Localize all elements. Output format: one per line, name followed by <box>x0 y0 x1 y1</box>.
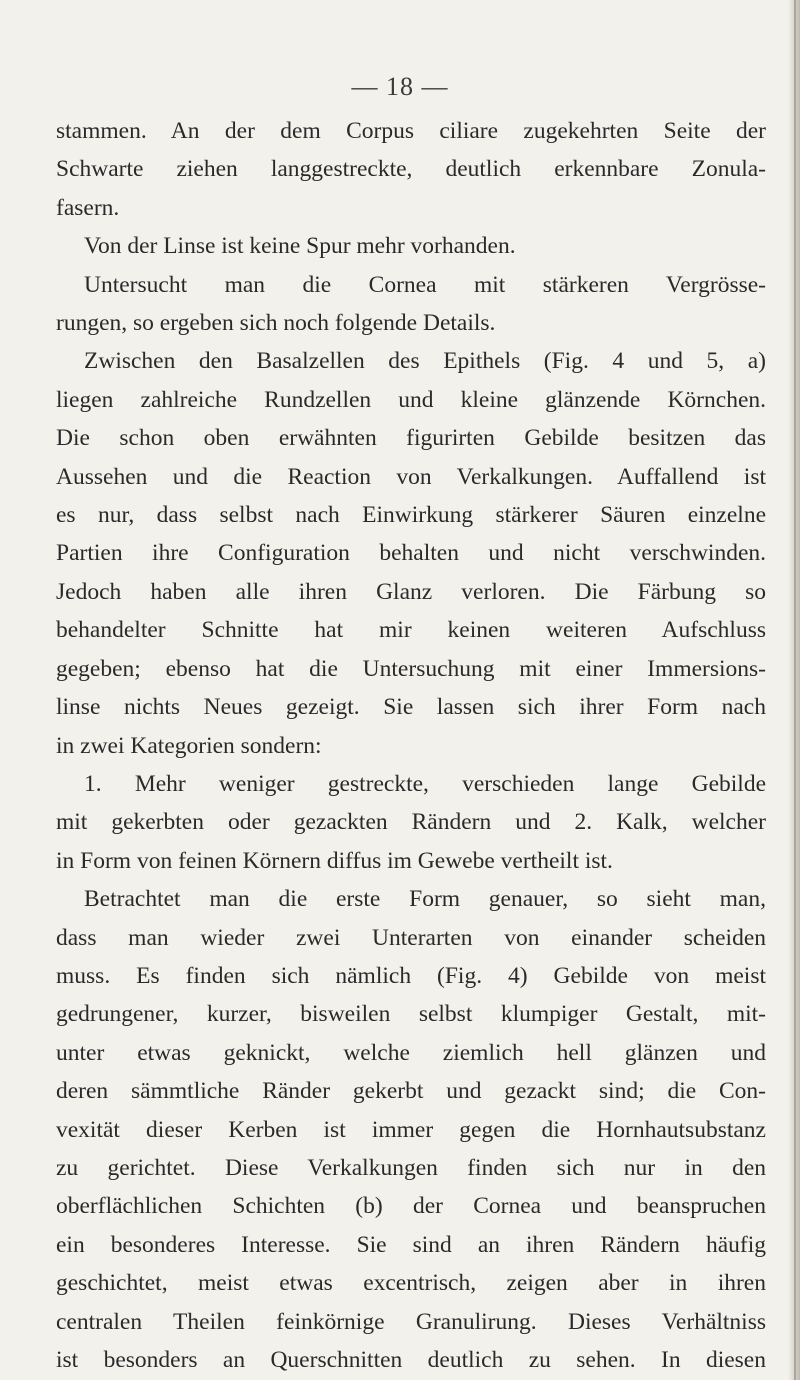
text-line: behandelter Schnitte hat mir keinen weiteren Aufschluss <box>56 617 766 644</box>
text-line: Die schon oben erwähnten figurirten Gebilde besitzen das <box>56 425 766 452</box>
text-line: Partien ihre Configuration behalten und nicht verschwinden. <box>56 540 766 567</box>
page-edge-line <box>794 0 796 1380</box>
text-line: es nur, dass selbst nach Einwirkung stärkerer Säuren einzelne <box>56 502 766 529</box>
text-line: dass man wieder zwei Unterarten von einander scheiden <box>56 924 766 951</box>
text-line: stammen. An der dem Corpus ciliare zugekehrten Seite der <box>56 118 766 144</box>
text-line: vexität dieser Kerben ist immer gegen die Hornhautsubstanz <box>56 1116 766 1143</box>
text-line: Betrachtet man die erste Form genauer, so sieht man, <box>84 886 766 913</box>
text-line: gedrungener, kurzer, bisweilen selbst klumpiger Gestalt, mit- <box>56 1001 766 1028</box>
text-line: muss. Es finden sich nämlich (Fig. 4) Gebilde von meist <box>56 962 766 989</box>
text-line: Aussehen und die Reaction von Verkalkungen. Auffallend ist <box>56 463 766 490</box>
text-line: rungen, so ergeben sich noch folgende Details. <box>56 310 496 337</box>
text-line: ist besonders an Querschnitten deutlich zu sehen. In diesen <box>56 1347 766 1373</box>
text-line: gegeben; ebenso hat die Untersuchung mit einer Immersions- <box>56 655 766 682</box>
text-line: Jedoch haben alle ihren Glanz verloren. Die Färbung so <box>56 578 766 605</box>
text-line: Untersucht man die Cornea mit stärkeren Vergrösse- <box>84 271 766 298</box>
text-line: 1. Mehr weniger gestreckte, verschieden lange Gebilde <box>84 770 766 797</box>
text-line: centralen Theilen feinkörnige Granulirung. Dieses Verhältniss <box>56 1308 766 1335</box>
text-line: deren sämmtliche Ränder gekerbt und gezackt sind; die Con- <box>56 1078 766 1105</box>
text-line: ein besonderes Interesse. Sie sind an ihren Rändern häufig <box>56 1231 766 1258</box>
text-line: liegen zahlreiche Rundzellen und kleine glänzende Körnchen. <box>56 386 766 413</box>
text-line: Von der Linse ist keine Spur mehr vorhanden. <box>84 233 516 260</box>
text-line: linse nichts Neues gezeigt. Sie lassen sich ihrer Form nach <box>56 694 766 721</box>
text-line: geschichtet, meist etwas excentrisch, zeigen aber in ihren <box>56 1270 766 1297</box>
text-line: in Form von feinen Körnern diffus im Gewebe vertheilt ist. <box>56 847 613 874</box>
text-line: Schwarte ziehen langgestreckte, deutlich erkennbare Zonula- <box>56 156 766 183</box>
text-line: oberflächlichen Schichten (b) der Cornea und beanspruchen <box>56 1193 766 1220</box>
page-number: — 18 — <box>351 72 449 101</box>
text-line: in zwei Kategorien sondern: <box>56 732 322 759</box>
text-line: zu gerichtet. Diese Verkalkungen finden sich nur in den <box>56 1154 766 1181</box>
body-text <box>56 112 766 1379</box>
text-line: Zwischen den Basalzellen des Epithels (Fig. 4 und 5, a) <box>84 348 766 375</box>
text-line: fasern. <box>56 194 120 221</box>
text-line: mit gekerbten oder gezackten Rändern und 2. Kalk, welcher <box>56 809 766 836</box>
text-line: unter etwas geknickt, welche ziemlich hell glänzen und <box>56 1039 766 1066</box>
